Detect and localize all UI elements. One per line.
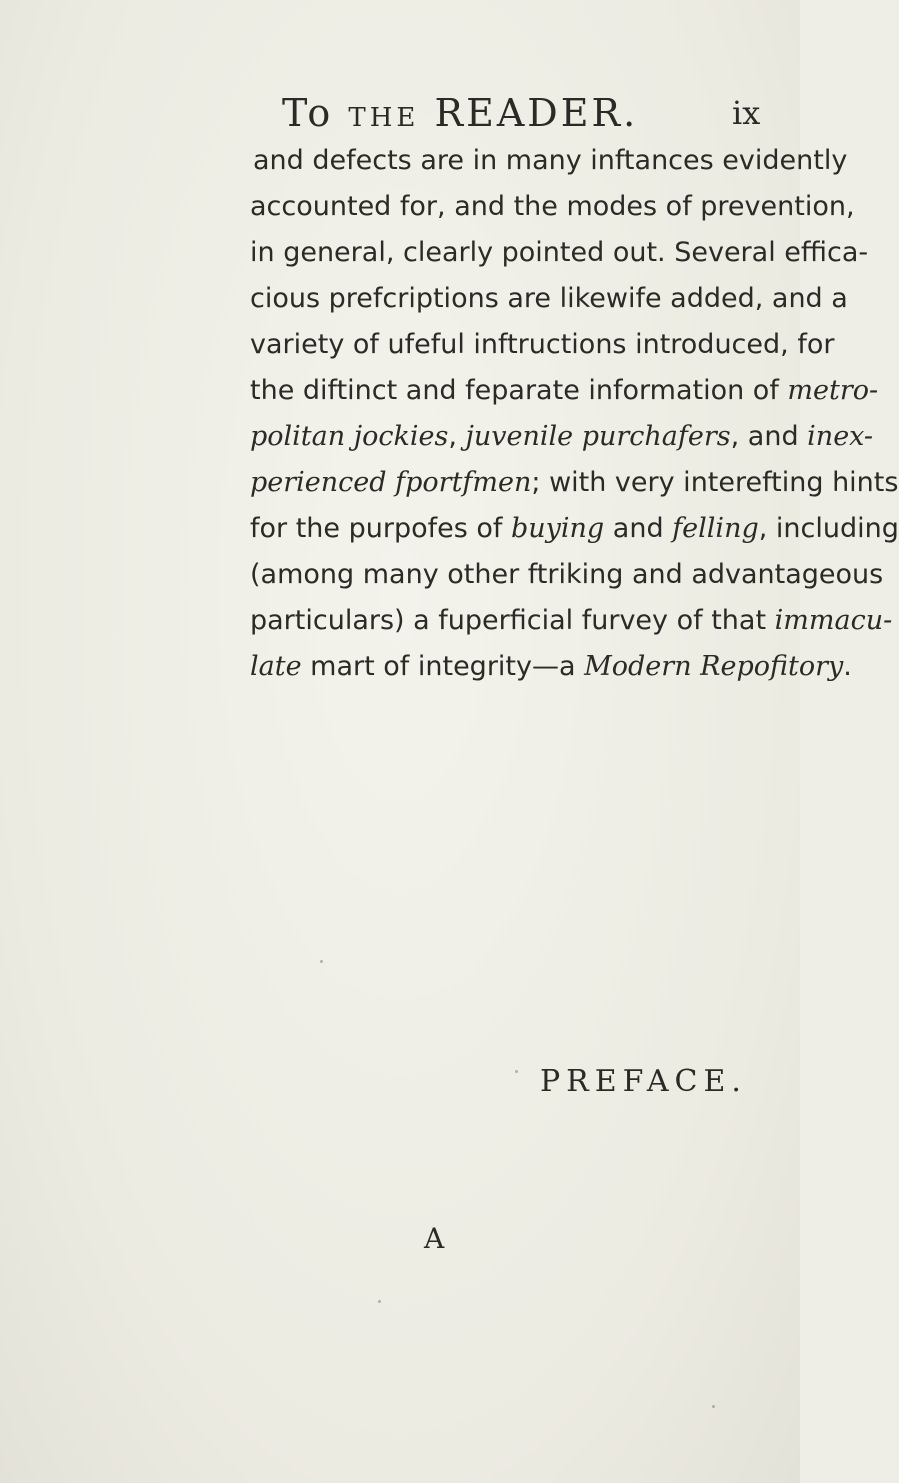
text-line bbox=[253, 138, 848, 184]
roman-text: ; with very interefting hints bbox=[531, 467, 899, 498]
running-head-title bbox=[282, 88, 638, 143]
italic-text: perienced fportfmen bbox=[250, 467, 532, 498]
italic-text: late bbox=[250, 651, 302, 682]
italic-text: politan jockies bbox=[250, 421, 449, 452]
roman-text: cious prefcriptions are likewife added, and a bbox=[250, 283, 848, 314]
roman-text: and defects are in many inftances evidently bbox=[253, 145, 848, 176]
roman-text: for the purpofes of bbox=[250, 513, 511, 544]
italic-text: metro- bbox=[787, 375, 879, 406]
italic-text: immacu- bbox=[774, 605, 893, 636]
paper-speck bbox=[378, 1300, 381, 1303]
running-head-the: THE bbox=[348, 103, 420, 133]
italic-text: buying bbox=[510, 513, 605, 544]
roman-text: (among many other ftriking and advantageous bbox=[250, 559, 884, 590]
roman-text: and bbox=[604, 513, 673, 544]
signature-mark: A bbox=[424, 1222, 445, 1255]
paper-speck bbox=[515, 1070, 518, 1073]
text-line bbox=[250, 644, 852, 690]
roman-text: mart of integrity—a bbox=[301, 651, 585, 682]
text-line bbox=[250, 552, 884, 598]
page-number: ix bbox=[732, 94, 761, 132]
roman-text: in general, clearly pointed out. Several effica- bbox=[250, 237, 869, 268]
roman-text: variety of ufeful inftructions introduced, for bbox=[250, 329, 835, 360]
paper-speck bbox=[320, 960, 323, 963]
text-line bbox=[250, 322, 835, 368]
catchword: PREFACE. bbox=[540, 1064, 747, 1099]
text-line bbox=[250, 506, 899, 552]
italic-text: Modern Repofitory bbox=[584, 651, 844, 682]
roman-text: , bbox=[448, 421, 466, 452]
roman-text: , and bbox=[730, 421, 808, 452]
italic-text: juvenile purchafers bbox=[465, 421, 731, 452]
text-line bbox=[250, 414, 874, 460]
running-head bbox=[0, 88, 800, 138]
text-line bbox=[250, 184, 855, 230]
text-line bbox=[250, 368, 879, 414]
roman-text: , including bbox=[758, 513, 899, 544]
text-line bbox=[250, 276, 848, 322]
roman-text: the diftinct and feparate information of bbox=[250, 375, 788, 406]
roman-text: . bbox=[843, 651, 852, 682]
running-head-to: To bbox=[282, 91, 334, 135]
italic-text: felling bbox=[672, 513, 759, 544]
paper-speck bbox=[712, 1405, 715, 1408]
text-line bbox=[250, 460, 899, 506]
italic-text: inex- bbox=[807, 421, 874, 452]
text-line bbox=[250, 598, 893, 644]
roman-text: particulars) a fuperficial furvey of that bbox=[250, 605, 775, 636]
running-head-reader: READER. bbox=[434, 91, 639, 135]
roman-text: accounted for, and the modes of prevention, bbox=[250, 191, 855, 222]
text-line bbox=[250, 230, 869, 276]
